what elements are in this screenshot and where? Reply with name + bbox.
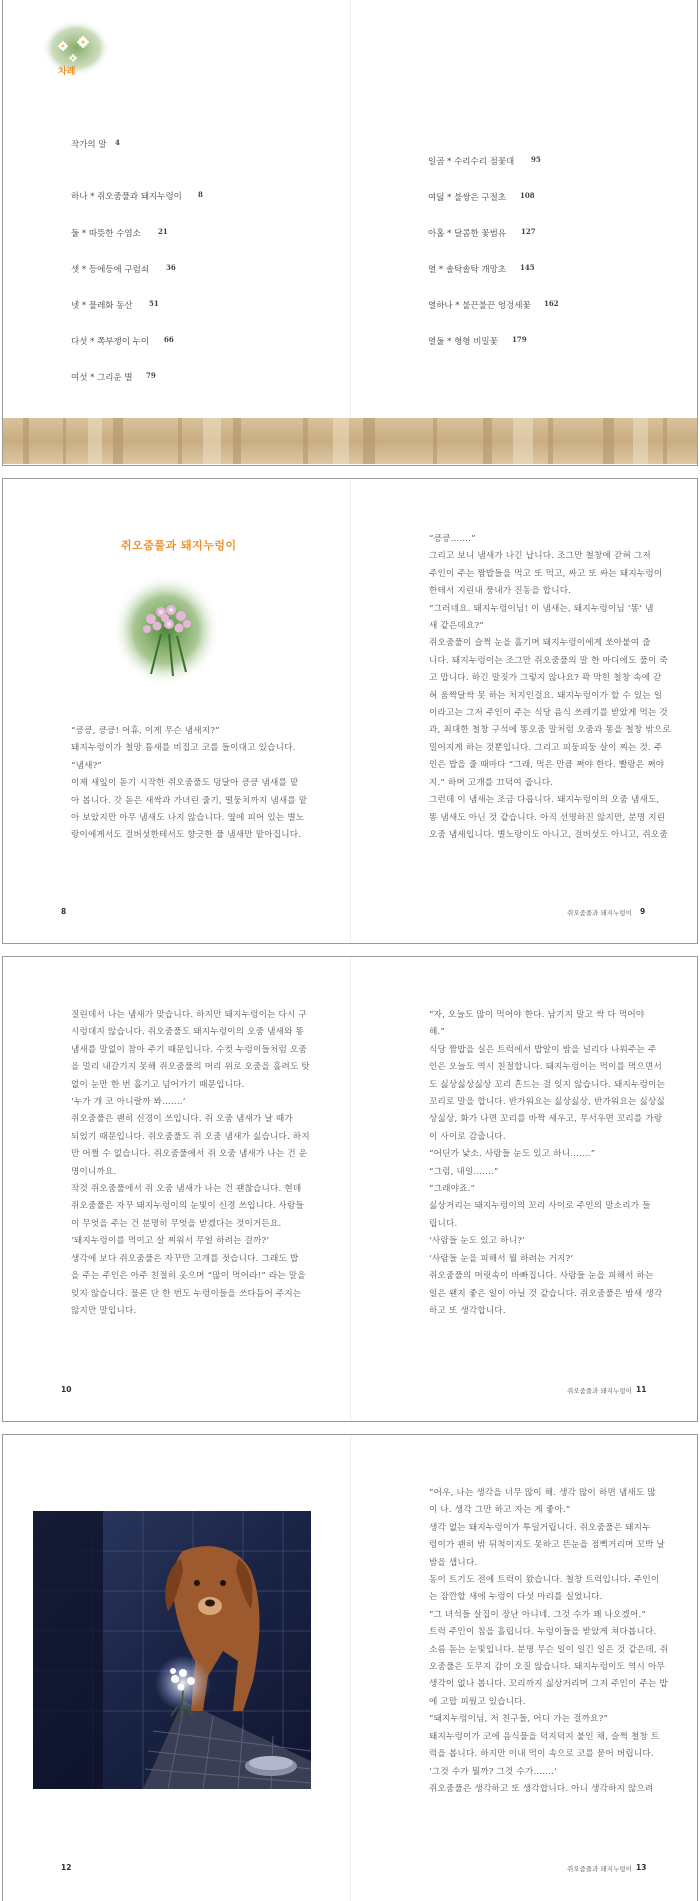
- toc-item-page: 8: [198, 190, 203, 199]
- text-line: 이제 새잎이 돋기 시작한 쥐오줌풀도 덩달아 킁킁 냄새를 맡: [71, 778, 299, 789]
- spread-pages-10-11: [2, 956, 698, 1422]
- toc-item-label: 일곱 * 수리수리 점꽃대: [428, 157, 515, 167]
- wood-band: [3, 418, 698, 464]
- text-line: 쥐오줌풀이 슬쩍 눈을 흘기며 돼지누렁이에게 쏘아붙여 줍: [429, 638, 651, 649]
- toc-item[interactable]: [71, 190, 203, 202]
- toc-item-label: 둘 * 따뜻한 수염소: [71, 229, 141, 239]
- page-9-text: [429, 531, 671, 844]
- toc-item-page: 127: [521, 227, 536, 236]
- text-line: “냄새?”: [71, 760, 102, 771]
- text-line: 럭을 봅니다. 하지만 이내 먹이 속으로 코를 묻어 버립니다.: [429, 1749, 654, 1760]
- toc-item-label: 넷 * 물레화 동산: [71, 301, 133, 311]
- text-line: 그리고 보니 냄새가 나긴 납니다. 조그만 철창에 갇혀 그저: [429, 551, 651, 562]
- text-line: 없이 눈만 한 번 흘기고 넘어가기 때문입니다.: [71, 1079, 245, 1090]
- text-line: 않지만 말입니다.: [71, 1305, 137, 1316]
- text-line: 새 같은데요?”: [429, 621, 484, 632]
- text-line: 쥐오줌풀은 자꾸 돼지누렁이의 눈빛이 신경 쓰입니다. 사람들: [71, 1201, 305, 1212]
- toc-item-page: 179: [512, 335, 527, 344]
- gutter: [350, 0, 351, 465]
- text-line: 냄새를 말없이 참아 주기 때문입니다. 수컷 누렁이들처럼 오줌: [71, 1044, 307, 1055]
- text-line: 이 나. 생각 그만 하고 자는 게 좋아.”: [429, 1505, 571, 1516]
- toc-item-label: 열 * 솔탁솔탁 개망초: [428, 265, 507, 275]
- text-line: 쥐오줌풀은 괜히 신경이 쓰입니다. 쥐 오줌 냄새가 날 때가: [71, 1114, 293, 1125]
- text-line: 을 멀리 내갈기지 못해 쥐오줌풀의 머리 위로 오줌을 흘려도 탓: [71, 1062, 310, 1073]
- text-line: 니다. 돼지누렁이는 조그만 쥐오줌풀의 말 한 마디에도 풀이 죽: [429, 655, 668, 666]
- toc-item[interactable]: [428, 299, 559, 311]
- text-line: 되었기 때문입니다. 쥐오줌풀도 쥐 오줌 냄새가 싫습니다. 하지: [71, 1131, 310, 1142]
- page-number: 12: [61, 1863, 72, 1872]
- text-line: 그런데 이 냄새는 조금 다릅니다. 돼지누렁이의 오줌 냄새도,: [429, 795, 660, 806]
- text-line: 하고 또 생각합니다.: [429, 1305, 506, 1316]
- text-line: 이 사이로 감춥니다.: [429, 1131, 506, 1142]
- text-line: 이라고는 그저 주인이 주는 식당 음식 쓰레기를 받았게 먹는 것: [429, 708, 668, 719]
- page-10-text: [71, 1007, 310, 1320]
- gutter: [350, 957, 351, 1421]
- text-line: 밀어지게 하는 것뿐입니다. 그리고 피둥피둥 살이 찌는 것. 주: [429, 742, 663, 753]
- text-line: 이 무엇을 주는 건 분명히 무엇을 받겠다는 것이거든요.: [71, 1218, 282, 1229]
- text-line: 일은 왠지 좋은 일이 아닐 것 같습니다. 쥐오줌풀은 밤새 생각: [429, 1288, 663, 1299]
- text-line: 쥐오줌풀의 머릿속이 바빠집니다. 사람들 눈을 피해서 하는: [429, 1271, 654, 1282]
- toc-item-page: 145: [520, 263, 535, 272]
- text-line: ‘사람들 눈을 피해서 뭘 하려는 거지?’: [429, 1253, 574, 1264]
- text-line: 시렁대지 않습니다. 쥐오줌풀도 돼지누렁이의 오줌 냄새와 똥: [71, 1027, 305, 1038]
- toc-heading: 차례: [58, 67, 76, 77]
- running-head: 쥐오줌풀과 돼지누렁이: [567, 1387, 632, 1395]
- gutter: [350, 1435, 351, 1901]
- page-number: 11: [636, 1385, 647, 1394]
- page-number: 10: [61, 1385, 72, 1394]
- text-line: “돼지누렁이님, 저 친구들, 어디 가는 걸까요?”: [429, 1714, 609, 1725]
- text-line: 고 맙니다. 하긴 말짓가 그렇지 않나요? 꽉 막힌 철창 속에 갇: [429, 673, 662, 684]
- text-line: 혀 움짝달싹 못 하는 처지인걸요. 돼지누렁이가 할 수 있는 일: [429, 690, 663, 701]
- text-line: 질린데서 나는 냄새가 맞습니다. 하지만 돼지누렁이는 다시 구: [71, 1010, 307, 1020]
- text-line: “킁킁…….”: [429, 534, 476, 544]
- text-line: 인은 오늘도 역시 친절합니다. 돼지누렁이는 먹이를 먹으면서: [429, 1062, 663, 1073]
- text-line: “어우, 나는 생각을 너무 많이 해. 생각 많이 하면 냄새도 많: [429, 1488, 656, 1498]
- toc-item-page: 4: [115, 138, 120, 147]
- text-line: ‘사람들 눈도 있고 하니?’: [429, 1236, 525, 1247]
- text-line: “어딘가 낯소. 사람들 눈도 있고 하니…….”: [429, 1149, 596, 1160]
- text-line: 아 보았지만 아무 냄새도 나지 않습니다. 옆에 피어 있는 별노: [71, 813, 305, 824]
- toc-item[interactable]: [428, 263, 535, 275]
- text-line: 랑이에게서도 걸버섯한테서도 향긋한 풀 냄새만 맡아집니다.: [71, 830, 302, 841]
- text-line: 오줌 냄새입니다. 별노랑이도 아니고, 걸버섯도 아니고, 쥐오줌: [429, 829, 668, 840]
- text-line: 을 주는 주인은 아주 친절히 옷으며 “많이 먹어라!” 라는 말을: [71, 1271, 306, 1282]
- toc-item-label: 여섯 * 그리운 별: [71, 373, 133, 383]
- text-line: 돼지누렁이가 철망 틈새를 비집고 코를 들이대고 있습니다.: [71, 743, 296, 754]
- text-line: “그러네요. 돼지누렁이님! 이 냄새는, 돼지누렁이님 ‘똥’ 냄: [429, 603, 654, 614]
- text-line: 지.” 하며 고개를 끄덕여 줍니다.: [429, 777, 554, 788]
- toc-item-label: 셋 * 등에등에 구럼쇠: [71, 265, 150, 275]
- text-line: 만 어쩔 수 없습니다. 쥐오줌풀에서 쥐 오줌 냄새가 나는 건 운: [71, 1149, 308, 1160]
- text-line: 생각이 없나 봅니다. 꼬리까지 싫상거리며 그저 주인이 주는 밥: [429, 1679, 668, 1690]
- text-line: 도 싫상싫상싫상 꼬리 흔드는 걸 잊지 않습니다. 돼지누렁이는: [429, 1079, 665, 1090]
- text-line: 꼬리로 말을 합니다. 반가워요는 싫상싫상, 반가워요는 싫상싫: [429, 1097, 665, 1108]
- text-line: 는 잠깐할 새에 누렁이 다섯 마리를 실었니다.: [429, 1592, 603, 1603]
- page-number: 13: [636, 1863, 647, 1872]
- toc-item-label: 열하나 * 불끈불끈 엉겅세꽃: [428, 301, 531, 311]
- text-line: 밤을 샙니다.: [429, 1557, 478, 1568]
- toc-item[interactable]: [71, 299, 159, 311]
- text-line: 작것 쥐오줌풀에서 쥐 오줌 냄새가 나는 건 괜찮습니다. 현데: [71, 1184, 302, 1195]
- dog-in-cage-illustration: [33, 1511, 311, 1789]
- toc-item-label: 열둘 * 형형 비밀꽃: [428, 337, 498, 347]
- text-line: 해.”: [429, 1027, 446, 1038]
- daisy-illustration: [41, 20, 111, 84]
- text-line: 에 고맙 피웠고 있습니다.: [429, 1696, 526, 1707]
- text-line: 립니다.: [429, 1218, 458, 1229]
- toc-item[interactable]: [428, 155, 541, 167]
- text-line: 식당 짬밥을 실은 트럭에서 밥알이 밤을 널리다 나워주는 주: [429, 1044, 657, 1055]
- toc-item[interactable]: [428, 335, 527, 347]
- toc-item-page: 162: [544, 299, 559, 308]
- page-13-text: [429, 1485, 668, 1798]
- text-line: 싫상거리는 돼지누렁이의 꼬리 사이로 주인의 말소리가 들: [429, 1201, 651, 1212]
- text-line: “자, 오늘도 많이 먹어야 한다. 남기지 말고 싹 다 먹어야: [429, 1010, 645, 1020]
- chapter-title: 쥐오줌풀과 돼지누렁이: [121, 539, 237, 552]
- toc-item-page: 66: [164, 335, 174, 344]
- toc-item-page: 21: [158, 227, 168, 236]
- text-line: 주인이 주는 짬밥들을 먹고 또 먹고, 싸고 또 싸는 돼지누렁이: [429, 568, 663, 579]
- text-line: 한테서 지린내 풍내가 진동을 합니다.: [429, 586, 572, 597]
- flower-illustration: [111, 574, 221, 689]
- text-line: 쥐오줌풀은 생각하고 또 생각합니다. 아니 생각하지 않으려: [429, 1783, 654, 1794]
- text-line: “그 녀석들 살집이 장난 아니네. 그것 수가 꽤 나오겠어.”: [429, 1609, 647, 1620]
- text-line: “그럼, 내일…….”: [429, 1166, 499, 1177]
- toc-item-page: 108: [520, 191, 535, 200]
- toc-item[interactable]: [71, 263, 176, 275]
- toc-item-label: 아홉 * 달콤한 꽃범유: [428, 229, 507, 239]
- toc-item-label: 하나 * 쥐오줌풀과 돼지누렁이: [71, 192, 182, 202]
- toc-item-label: 작가의 말: [71, 140, 107, 150]
- page-11-text: [429, 1007, 665, 1320]
- text-line: 잊지 않습니다. 물론 단 한 번도 누렁이들을 쓰다듬어 주지는: [71, 1288, 302, 1299]
- running-head: 쥐오줌풀과 돼지누렁이: [567, 1865, 632, 1873]
- text-line: “그래야죠.”: [429, 1184, 476, 1195]
- page-number: 9: [640, 907, 646, 916]
- spread-pages-12-13: [2, 1434, 698, 1901]
- toc-item[interactable]: [71, 138, 120, 150]
- toc-item-page: 51: [149, 299, 159, 308]
- toc-item[interactable]: [428, 191, 535, 203]
- running-head: 쥐오줌풀과 돼지누렁이: [567, 909, 632, 917]
- text-line: ‘누가 개 코 아니랄까 봐…….’: [71, 1097, 186, 1108]
- toc-item-page: 95: [531, 155, 541, 164]
- text-line: 과, 최대한 철창 구석에 똥오줌 말처럼 오줌과 똥을 철창 밖으로: [429, 725, 671, 736]
- text-line: “킁킁, 킁킁! 어휴, 이게 무슨 냄새지?”: [71, 726, 220, 736]
- text-line: 상싫상, 화가 나면 꼬리를 바짝 세우고, 무서우면 꼬리를 가랑: [429, 1114, 663, 1125]
- toc-item-page: 36: [166, 263, 176, 272]
- page-8-text: [71, 723, 307, 845]
- text-line: ‘그것 수가 뭘까? 그것 수가…….’: [429, 1766, 557, 1777]
- text-line: 생각 없는 돼지누렁이가 투덜거립니다. 쥐오줌풀은 돼지누: [429, 1522, 651, 1533]
- spread-pages-8-9: [2, 478, 698, 944]
- text-line: 소름 돋는 눈빛입니다. 분명 무슨 일이 일긴 일은 것 같은데, 쥐: [429, 1644, 669, 1655]
- toc-item[interactable]: [71, 335, 174, 347]
- text-line: 아 봅니다. 갓 돋은 새싹과 가녀린 줄기, 떨둥치까지 냄새를 맡: [71, 795, 308, 806]
- text-line: 오줌풀은 도무지 감이 오질 않습니다. 돼지누렁이도 역시 아무: [429, 1662, 665, 1673]
- text-line: 인은 밥을 줄 때마다 “그래, 먹은 만큼 쪄야 한다. 빨랑은 쪄야: [429, 760, 665, 771]
- text-line: ‘돼지누렁이를 먹이고 살 찌워서 무얼 하려는 걸까?’: [71, 1236, 270, 1247]
- text-line: 트럭 주인이 침을 흘립니다. 누렁이들을 받았게 쳐다봅니다.: [429, 1627, 657, 1638]
- toc-item-label: 여덟 * 불쌍은 구절초: [428, 193, 507, 203]
- text-line: 돼지누렁이가 코에 음식물을 덕지덕지 붙인 채, 슬쩍 철창 트: [429, 1731, 660, 1742]
- toc-spread: [2, 0, 698, 466]
- toc-item[interactable]: [71, 227, 168, 239]
- toc-item-label: 다섯 * 쪽부쟁이 누이: [71, 337, 150, 347]
- text-line: 렁이가 괜히 밖 뒤척이지도 못하고 뜬눈을 점뻑거리며 꼬박 날: [429, 1540, 665, 1551]
- text-line: 똥 냄새도 아닌 것 같습니다. 아직 선명하진 않지만, 분명 지린: [429, 812, 666, 823]
- toc-item[interactable]: [428, 227, 536, 239]
- toc-item-page: 79: [146, 371, 156, 380]
- page-number: 8: [61, 907, 67, 916]
- text-line: 생각에 보다 쥐오줌풀은 자꾸만 고개를 젓습니다. 그래도 밥: [71, 1253, 299, 1264]
- gutter: [350, 479, 351, 943]
- text-line: 명이니까요.: [71, 1166, 117, 1177]
- toc-item[interactable]: [71, 371, 156, 383]
- text-line: 동이 트기도 전에 트럭이 왔습니다. 철창 트럭입니다. 주인이: [429, 1575, 660, 1586]
